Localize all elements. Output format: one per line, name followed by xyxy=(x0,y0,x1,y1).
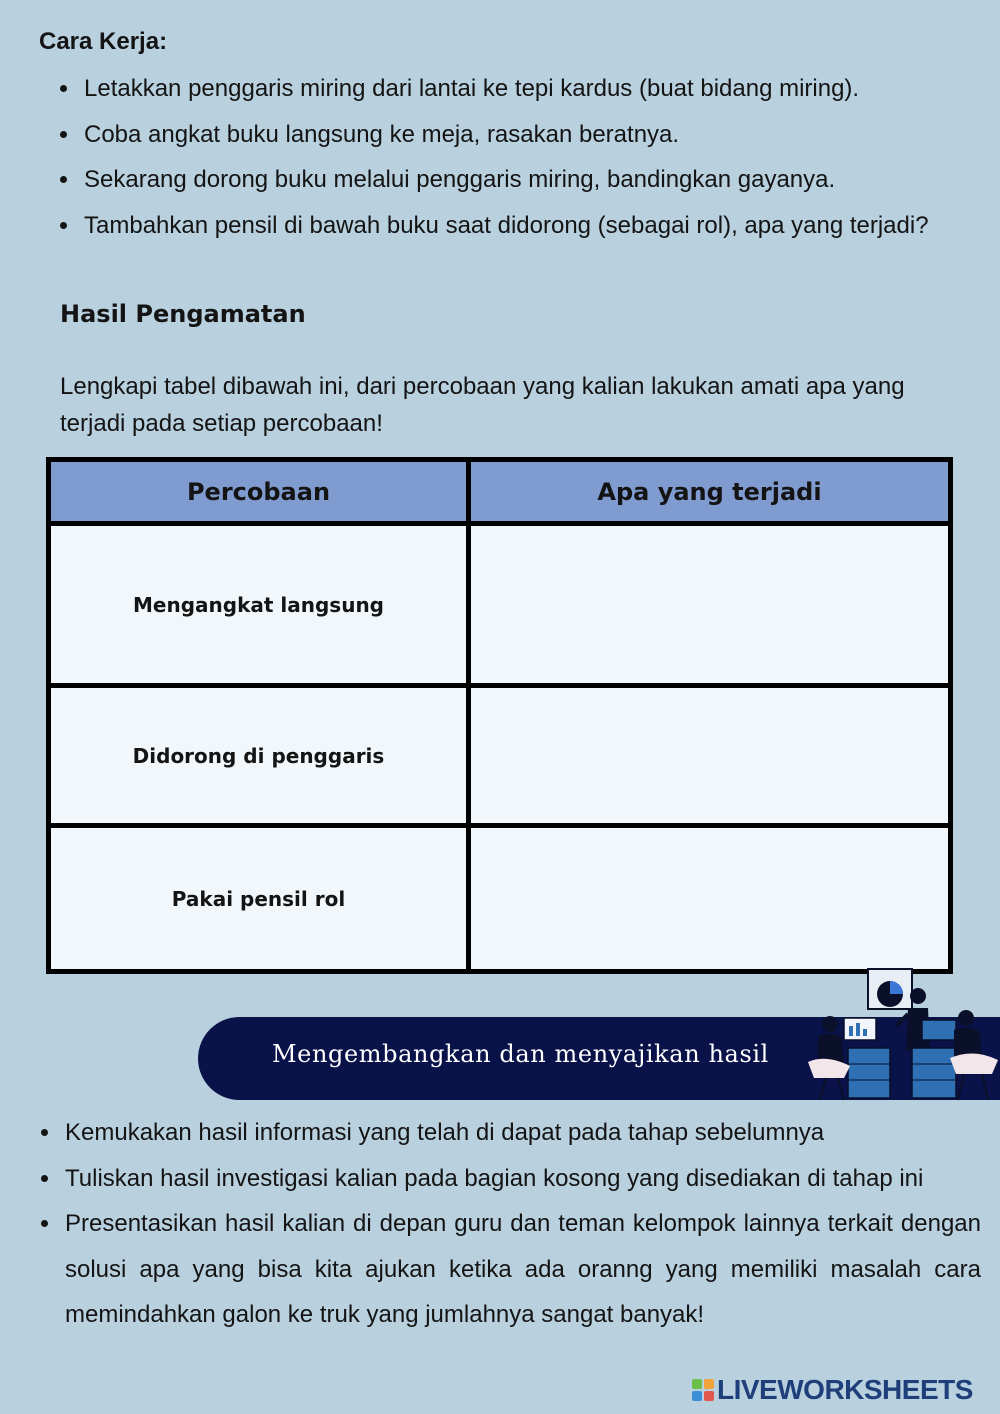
cara-kerja-title: Cara Kerja: xyxy=(39,28,168,55)
answer-cell[interactable] xyxy=(469,686,951,826)
team-meeting-illustration xyxy=(804,966,1000,1102)
hasil-pengamatan-title: Hasil Pengamatan xyxy=(60,300,306,328)
table-row xyxy=(49,686,951,826)
observation-table xyxy=(46,457,953,974)
list-item: Tambahkan pensil di bawah buku saat didorong (sebagai rol), apa yang terjadi? xyxy=(58,203,962,249)
list-item: Coba angkat buku langsung ke meja, rasakan beratnya. xyxy=(58,112,962,158)
answer-cell[interactable] xyxy=(469,826,951,972)
percobaan-cell: Didorong di penggaris xyxy=(49,686,469,826)
table-header-row xyxy=(49,460,951,524)
percobaan-cell: Mengangkat langsung xyxy=(49,524,469,686)
liveworksheets-logo xyxy=(692,1374,973,1406)
list-item: Tuliskan hasil investigasi kalian pada bagian kosong yang disediakan di tahap ini xyxy=(39,1156,981,1202)
steps-list xyxy=(58,66,962,248)
percobaan-cell: Pakai pensil rol xyxy=(49,826,469,972)
table-row xyxy=(49,826,951,972)
table-row xyxy=(49,524,951,686)
tasks-list xyxy=(39,1110,981,1338)
banner-title: Mengembangkan dan menyajikan hasil xyxy=(272,1040,769,1068)
list-item: Sekarang dorong buku melalui penggaris miring, bandingkan gayanya. xyxy=(58,157,962,203)
header-apa-yang-terjadi: Apa yang terjadi xyxy=(469,460,951,524)
list-item: Presentasikan hasil kalian di depan guru dan teman kelompok lainnya terkait dengan solusi apa yang bisa kita ajukan ketika ada oranng yang memiliki masalah cara memindahkan galon ke truk yang jumlahnya sangat banyak! xyxy=(39,1201,981,1338)
liveworksheets-logo-icon xyxy=(692,1379,714,1401)
list-item: Kemukakan hasil informasi yang telah di dapat pada tahap sebelumnya xyxy=(39,1110,981,1156)
logo-text: LIVEWORKSHEETS xyxy=(717,1374,973,1405)
header-percobaan: Percobaan xyxy=(49,460,469,524)
list-item: Letakkan penggaris miring dari lantai ke tepi kardus (buat bidang miring). xyxy=(58,66,962,112)
answer-cell[interactable] xyxy=(469,524,951,686)
table-instruction: Lengkapi tabel dibawah ini, dari percobaan yang kalian lakukan amati apa yang terjadi pada setiap percobaan! xyxy=(60,373,905,437)
